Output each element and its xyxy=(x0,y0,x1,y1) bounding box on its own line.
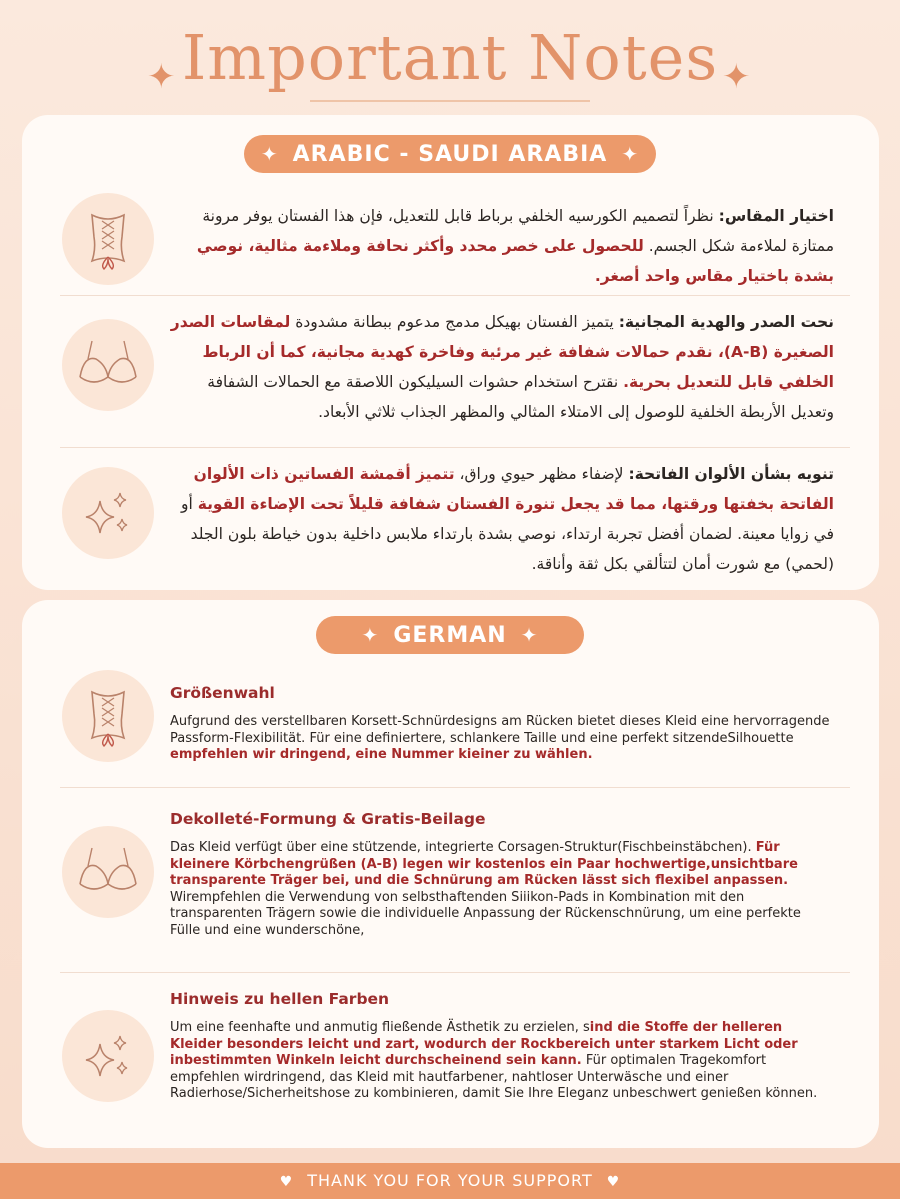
header xyxy=(0,18,900,110)
note-item xyxy=(22,449,879,589)
note-heading: Dekolleté-Formung & Gratis-Beilage xyxy=(170,810,486,828)
heart-icon: ♥ xyxy=(606,1174,621,1190)
note-item xyxy=(22,974,879,1144)
german-section-label: ✦ GERMAN ✦ xyxy=(316,616,584,654)
sparkle-icon: ✦ xyxy=(361,623,380,647)
bra-icon xyxy=(62,826,154,918)
divider xyxy=(60,972,850,973)
note-item xyxy=(22,660,879,785)
divider xyxy=(60,295,850,296)
note-text: Um eine feenhafte und anmutig fließende Ästhetik zu erzielen, sind die Stoffe der helleren Kleider besonders leicht und zart, wodurch der Rockbereich unter starkem Licht oder inbestimmten Winkeln leicht durchscheinend sein kann. Für optimalen Tragekomfort empfehlen wirdringend, das Kleid mit hautfarbener, nahtloser Unterwäsche und einer Radierhose/Sicherheitshose zu kombinieren, damit Sie Ihre Eleganz unbeschwert genießen können. xyxy=(170,1020,818,1101)
sparkle-icon: ✦ xyxy=(621,142,640,166)
note-text: Aufgrund des verstellbaren Korsett-Schnürdesigns am Rücken bietet dieses Kleid eine hervorragende Passform-Flexibilität. Für eine definiertere, schlankere Taille und eine perfekt sitzendeSilhouette empfehlen wir dringend, eine Nummer kieiner zu wählen. xyxy=(170,714,830,762)
page-title: Important Notes xyxy=(181,21,719,94)
sparkle-icon: ✦ xyxy=(722,57,751,97)
sparkle-icon: ✦ xyxy=(147,57,176,97)
note-item xyxy=(22,175,879,295)
note-item xyxy=(22,297,879,447)
divider xyxy=(60,787,850,788)
sparkle-icon: ✦ xyxy=(520,623,539,647)
sparkle-icon: ✦ xyxy=(260,142,279,166)
sparkles-icon xyxy=(62,467,154,559)
divider xyxy=(60,447,850,448)
footer-banner xyxy=(0,1163,900,1199)
footer-text: THANK YOU FOR YOUR SUPPORT xyxy=(307,1171,593,1190)
note-text: نحت الصدر والهدية المجانية: يتميز الفستان بهيكل مدمج مدعوم ببطانة مشدودة لمقاسات الصدر الصغيرة (A-B)، نقدم حمالات شفافة غير مرئية وفاخرة كهدية مجانية، كما أن الرباط الخلفي قابل للتعديل بحرية. نقترح استخدام حشوات السيليكون اللاصقة مع الحمالات الشفافة وتعديل الأربطة الخلفية للوصول إلى الامتلاء المثالي والمظهر الجذاب ثلاثي الأبعاد. xyxy=(170,313,834,421)
arabic-section-label: ✦ ARABIC - SAUDI ARABIA ✦ xyxy=(244,135,656,173)
german-section-card xyxy=(22,600,879,1148)
note-heading: Größenwahl xyxy=(170,684,275,702)
note-text: اختيار المقاس: نظراً لتصميم الكورسيه الخلفي برباط قابل للتعديل، فإن هذا الفستان يوفر مرونة ممتازة لملاءمة شكل الجسم. للحصول على خصر محدد وأكثر نحافة وملاءمة مثالية، نوصي بشدة باختيار مقاس واحد أصغر. xyxy=(196,207,834,285)
note-heading: Hinweis zu hellen Farben xyxy=(170,990,390,1008)
arabic-section-card xyxy=(22,115,879,590)
bra-icon xyxy=(62,319,154,411)
corset-icon xyxy=(62,670,154,762)
title-underline xyxy=(310,100,590,102)
corset-icon xyxy=(62,193,154,285)
heart-icon: ♥ xyxy=(279,1174,294,1190)
sparkles-icon xyxy=(62,1010,154,1102)
note-text: Das Kleid verfügt über eine stützende, integrierte Corsagen-Struktur(Fischbeinstäbchen). Für kleinere Körbchengrüßen (A-B) legen wir kostenlos ein Paar hochwertige,unsichtbare transparente Träger bei, und die Schnürung am Rücken lässt sich flexibel anpassen. Wirempfehlen die Verwendung von selbsthaftenden Siiikon-Pads in Kombination mit den transparenten Trägern sowie die individuelle Anpassung der Rückenschnürung, um eine perfekte Fülle und eine wunderschöne, xyxy=(170,840,801,938)
note-item xyxy=(22,790,879,970)
note-text: تنويه بشأن الألوان الفاتحة: لإضفاء مظهر حيوي وراق، تتميز أقمشة الفساتين ذات الألوان الفاتحة بخفتها ورقتها، مما قد يجعل تنورة الفستان شفافة قليلاً تحت الإضاءة القوية أو في زوايا معينة. لضمان أفضل تجربة ارتداء، نوصي بشدة بارتداء ملابس داخلية بدون خياطة بلون الجلد (لحمي) مع شورت أمان لتتألقي بكل ثقة وأناقة. xyxy=(180,465,834,573)
